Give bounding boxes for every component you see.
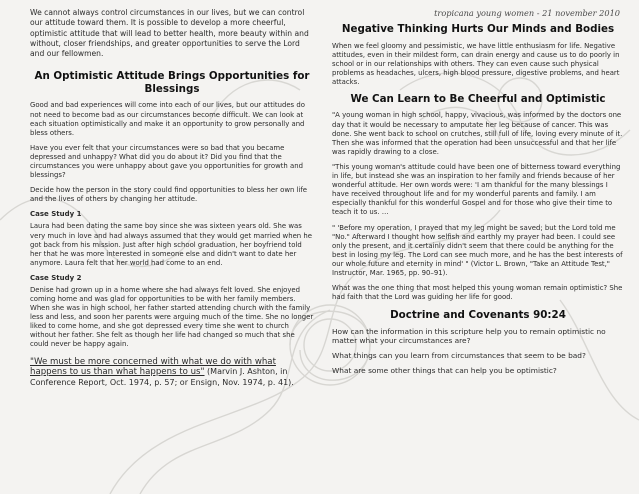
question-3: What are some other things that can help you be optimistic? (332, 365, 557, 375)
heading-cheerful-optimistic: We Can Learn to Be Cheerful and Optimistic (350, 92, 606, 105)
question-2: What things can you learn from circumstances that seem to be bad? (332, 350, 586, 360)
paragraph-what-helped: What was the one thing that most helped this young woman remain optimistic? She had faith that the Lord was guiding her life for good. (332, 284, 623, 302)
case-study-2-title: Case Study 2 (30, 273, 82, 282)
heading-optimistic-attitude: An Optimistic Attitude Brings Opportunities for Blessings (34, 70, 310, 95)
intro-paragraph: We cannot always control circumstances in our lives, but we can control our attitude toward them. It is possible to develop a more cheerful, optimistic attitude that will lead to better health, more beauty within and without, closer friendships, and greater opportunities to serve the Lord and our fellowmen. (30, 8, 309, 59)
paragraph-good-and-bad: Good and bad experiences will come into each of our lives, but our attitudes do not need to become bad as our circumstances become difficult. We can look at each situation optimistically and make it an opportunity to grow personally and bless others. (30, 101, 305, 137)
case-study-1-title: Case Study 1 (30, 210, 82, 219)
paragraph-decide-how: Decide how the person in the story could find opportunities to bless her own life and the lives of others by changing her attitude. (30, 186, 308, 204)
case-study-2-text: Denise had grown up in a home where she had always felt loved. She enjoyed coming home and was glad for opportunities to be with her family members. When she was in high school, her father started attending church with the family less and less, and soon her parents were arguing much of the time. She no longer liked to come home, and she got depressed every time she went to church without her father. She felt as though her life had changed so much that she could never be happy again. (30, 285, 314, 349)
ashton-quote (30, 357, 314, 389)
right-column (332, 8, 624, 375)
paragraph-have-you-ever: Have you ever felt that your circumstances were so bad that you became depressed and unhappy? What did you do about it? Did you find that the circumstances you were unhappy about gave you opportunities for growth and blessings? (30, 143, 303, 180)
case-study-1-text: Laura had been dating the same boy since she was sixteen years old. She was very much in love and had always assumed that they would get married when he got back from his mission. Just after high school graduation, her boyfriend told her that he was more interested in someone else and didn't want to date her anymore. Laura felt that her world had come to an end. (30, 222, 312, 267)
quote-underlined-text: "We must be more concerned with what we do with what happens to us than what happens to us" (30, 356, 276, 378)
quote-citation: (Marvin J. Ashton, in Conference Report, Oct. 1974, p. 57; or Ensign, Nov. 1974, p. 41). (30, 367, 294, 387)
heading-negative-thinking: Negative Thinking Hurts Our Minds and Bodies (341, 23, 615, 35)
story-paragraph-3: " 'Before my operation, I prayed that my leg might be saved; but the Lord told me "No." Afterward I thought how selfish and earthly my prayer had been. I could see only the present, and it certainly didn't seem that there could be anything for the best in losing my leg. The Lord can see much more, and he has the best interests of our whole future and eternity in mind' " (Victor L. Brown, "Take an Attitude Test," Instructor, Mar. 1965, pp. 90–91). (332, 223, 623, 277)
story-paragraph-1: "A young woman in high school, happy, vivacious, was informed by the doctors one day that it would be necessary to amputate her leg because of cancer. This was done. She went back to school on crutches, still full of life, loving every minute of it. Then she was informed that the operation had been unsuccessful and that her life was rapidly drawing to a close. (332, 111, 623, 156)
paragraph-gloomy: When we feel gloomy and pessimistic, we have little enthusiasm for life. Negative attitudes, even in their mildest form, can drain energy and cause us to do poorly in school or in our relationships with others. They can even cause such physical problems as headaches, ulcers, high blood pressure, digestive problems, and heart attacks. (332, 41, 620, 86)
story-paragraph-2: "This young woman's attitude could have been one of bitterness toward everything in life, but instead she was an inspiration to her family and friends because of her wonderful attitude. Her own words were: 'I am thankful for the many blessings I have received throughout life and for my wonderful parents and family. I am especially thankful for this wonderful Gospel and for those who give their time to teach it to us. … (332, 162, 621, 217)
heading-doctrine-covenants: Doctrine and Covenants 90:24 (390, 309, 566, 322)
left-column (30, 8, 314, 388)
page-header-date: tropicana young women - 21 november 2010 (434, 8, 620, 18)
question-1: How can the information in this scripture help you to remain optimistic no matter what your circumstances are? (332, 326, 606, 346)
